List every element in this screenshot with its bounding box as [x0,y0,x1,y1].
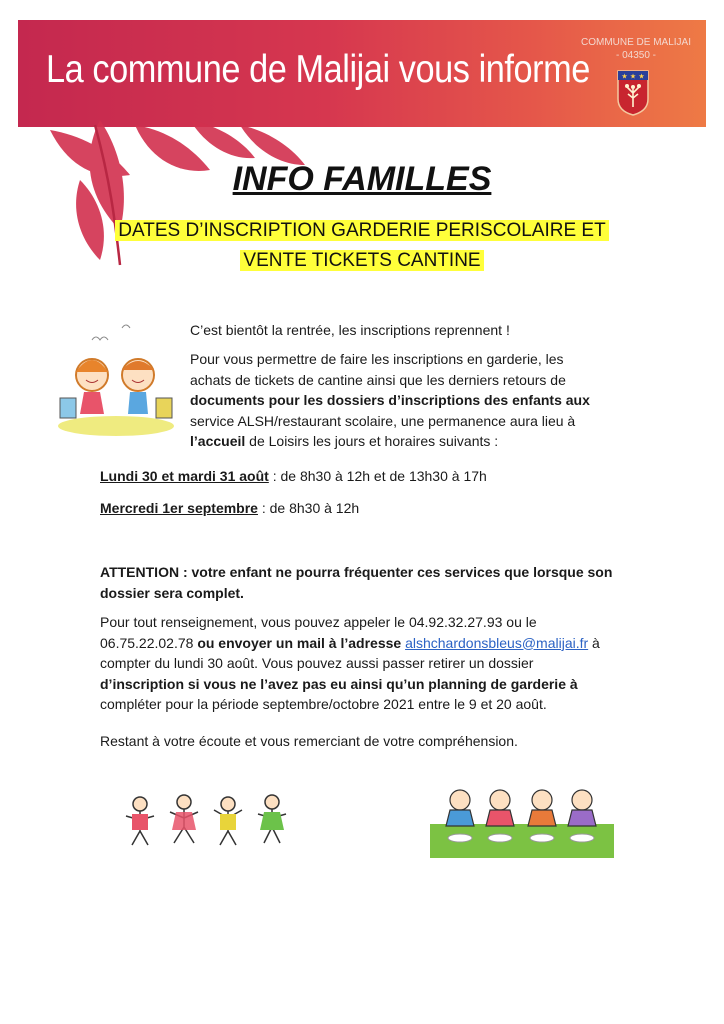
contact-text-d: d’inscription si vous ne l’avez pas eu ainsi qu’un planning de garderie à [100,675,578,692]
dancing-kids-illustration [118,790,298,860]
commune-label [576,36,696,62]
schedule-date-1 [100,466,487,487]
date2-label: Mercredi 1er septembre [100,500,258,516]
contact-text-b: ou envoyer un mail à l’adresse [197,634,402,651]
contact-text-c: à compter du lundi 30 août. Vous pouvez aussi passer retirer un dossier [100,634,600,671]
schedule-date-2 [100,498,359,519]
commune-name: COMMUNE DE MALIJAI [580,37,691,48]
main-text-d: l’accueil [190,433,246,449]
shield-crest-icon [616,69,650,117]
svg-text:★ ★ ★: ★ ★ ★ [621,72,645,81]
main-text-c: service ALSH/restaurant scolaire, une permanence aura lieu à [190,412,576,429]
main-text-e: de Loisirs les jours et horaires suivants : [245,433,499,449]
page-title: INFO FAMILLES [232,160,492,198]
main-text-b: documents pour les dossiers d’inscriptions des enfants aux [190,392,590,408]
main-text-a: Pour vous permettre de faire les inscriptions en garderie, les achats de tickets de cantine ainsi que les derniers retours de [190,351,566,388]
subtitle [0,216,724,276]
email-link[interactable]: alshchardonsbleus@malijai.fr [405,634,589,651]
date2-hours: : de 8h30 à 12h [257,500,360,516]
children-illustration [52,320,180,440]
main-paragraph [190,349,600,452]
closing-text: Restant à votre écoute et vous remerciant de votre compréhension. [100,733,518,749]
kids-at-table-illustration [430,780,614,860]
contact-text-e: compléter pour la période septembre/octobre 2021 entre le 9 et 20 août. [100,696,547,712]
contact-text-a: Pour tout renseignement, vous pouvez appeler le 04.92.32.27.93 ou le 06.75.22.02.78 [100,614,537,651]
date1-hours: : de 8h30 à 12h et de 13h30 à 17h [268,468,487,484]
intro-text: C’est bientôt la rentrée, les inscriptions reprennent ! [190,322,510,338]
attention-notice: ATTENTION : votre enfant ne pourra fréquenter ces services que lorsque son dossier sera complet. [100,564,613,601]
subtitle-line1: DATES D’INSCRIPTION GARDERIE PERISCOLAIRE ET [115,220,608,241]
date1-label: Lundi 30 et mardi 31 août [100,468,269,484]
banner-title: La commune de Malijai vous informe [46,48,590,91]
contact-paragraph [100,612,620,715]
header-banner [18,20,706,127]
postal-code: - 04350 - [615,50,657,61]
subtitle-line2: VENTE TICKETS CANTINE [240,250,483,271]
